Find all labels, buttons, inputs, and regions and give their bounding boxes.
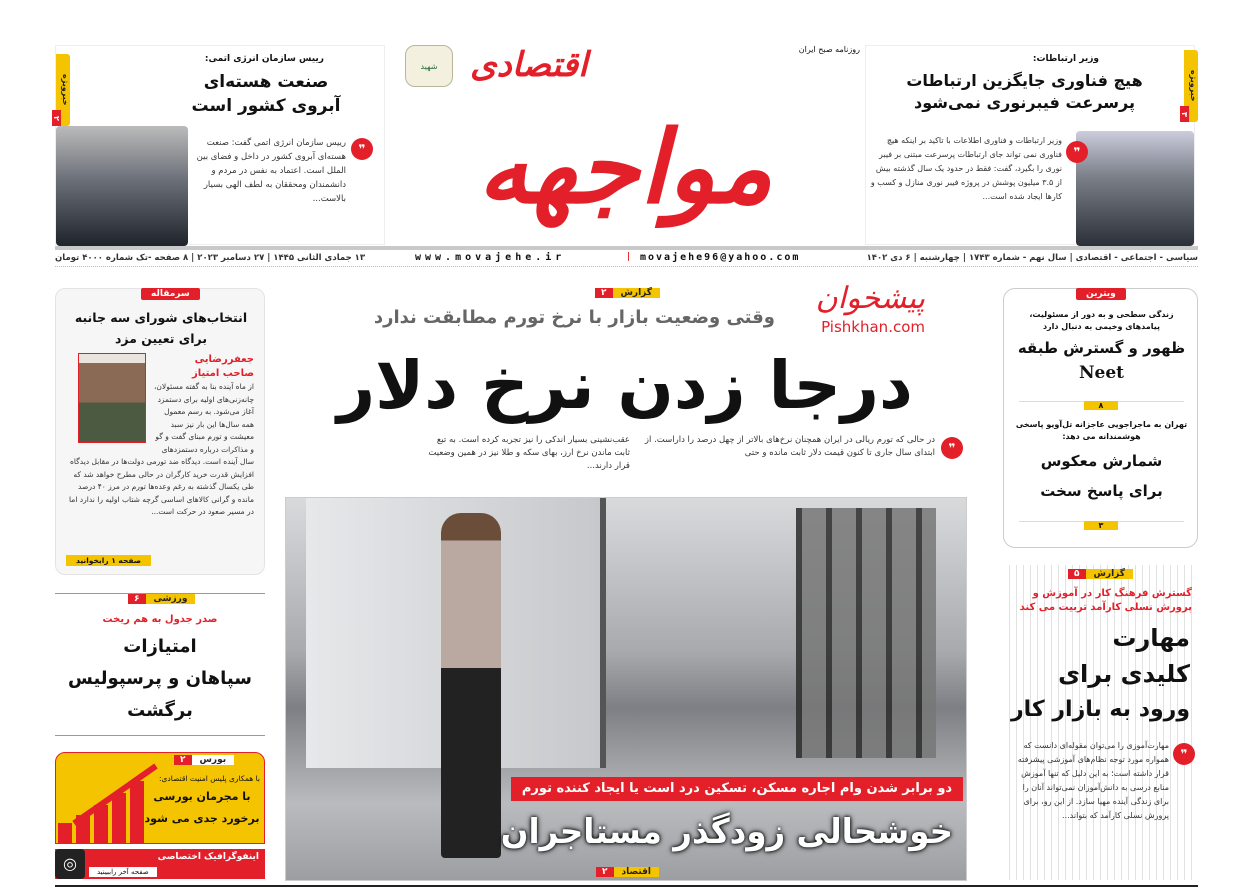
vitrine-kicker-1: زندگی سطحی و به دور از مسئولیت، پیامدهای وخیمی به دنبال دارد [1029, 310, 1174, 331]
photo-headline[interactable]: خوشحالی زودگذر مستاجران [500, 812, 954, 852]
section-tag: ورزشی ۶ [128, 592, 195, 606]
minister-photo [1076, 131, 1194, 246]
report-title-3[interactable]: ورود به بازار کار [1011, 697, 1190, 722]
date-info: ۱۳ جمادی الثانی ۱۴۴۵ | ۲۷ دسامبر ۲۰۲۳ | ۸ صفحه -تک شماره ۴۰۰۰ تومان [55, 253, 366, 263]
top-right-news[interactable] [865, 45, 1198, 245]
author-role: صاحب امتیاز [192, 368, 254, 379]
author-name: جعفررضایی [194, 354, 254, 365]
section-tag: بورس ۲ [174, 753, 234, 767]
infographic-title: اینفوگرافیک اختصاصی [157, 852, 259, 862]
quote-icon: ❞ [1066, 141, 1088, 163]
separator: | [627, 252, 631, 262]
report-kicker: گسترش فرهنگ کار در آموزش و پرورش نسلی کارآمد تربیت می کند [1019, 588, 1192, 613]
issue-info: سیاسی - اجتماعی - اقتصادی | سال نهم - شماره ۱۷۴۳ | چهارشنبه | ۶ دی ۱۴۰۲ [866, 253, 1198, 263]
official-photo [56, 126, 188, 246]
author-photo [78, 353, 146, 443]
seal-logo: شهید [405, 45, 453, 87]
email-link[interactable]: movajehe96@yahoo.com [640, 252, 801, 263]
page-ref-2[interactable]: ۳ [1084, 521, 1118, 530]
tab-page: ۳ [1180, 106, 1189, 122]
bottom-rule [55, 885, 1198, 887]
sports-title-3[interactable]: برگشت [127, 700, 193, 721]
editorial-body: از ماه آینده بنا به گفته مسئولان، چانه‌زنی‌های اولیه برای دستمزد آغاز می‌شود. به رسم معمول همه سال‌ها این بار نیز سبد معیشت و تورم مبنای گفت و گو و مذاکرات درباره دستمزدهای سال آینده است. دیدگاه ضد تورمی دولت‌ها در مقابل دیدگاه افزایش قدرت خرید کارگران در حالی مطرح خواهد شد که طی یکسال گذشته به رغم وعده‌ها تورم در مرز ۴۰ درصد مانده و گرانی کالاهای اساسی گرچه شتاب اولیه را ندارد اما در مسیر صعود در حرکت است... [69, 382, 254, 516]
photo-caption: دو برابر شدن وام اجاره مسکن، تسکین درد است یا ایجاد کننده تورم [511, 777, 963, 801]
kicker: رییس سازمان انرژی اتمی: [204, 54, 324, 64]
article-body: رییس سازمان انرژی اتمی گفت: صنعت هسته‌ای آبروی کشور در داخل و فضای بین الملل است. اعتماد به نفس در مردم و دانشمندان ومحققان به لطف الهی بسیار بالاست... [196, 138, 346, 204]
sports-box[interactable] [55, 593, 265, 736]
logo-subtitle: اقتصادی [470, 45, 588, 85]
page-ref-1[interactable]: ۸ [1084, 401, 1118, 410]
main-story[interactable] [285, 281, 965, 474]
sports-kicker: صدر جدول به هم ریخت [102, 614, 218, 625]
headline-line-2[interactable]: آبروی کشور است [191, 96, 341, 116]
person-figure [441, 513, 501, 858]
report-title-2[interactable]: کلیدی برای [1058, 660, 1190, 688]
section-tab [52, 54, 70, 126]
masthead [395, 35, 860, 245]
sports-title-1[interactable]: امتیازات [123, 636, 197, 657]
editorial-content [68, 353, 254, 519]
watermark-fa: پیشخوان [815, 281, 925, 316]
vitrine-title-2a[interactable]: شمارش معکوس [1040, 452, 1163, 470]
lead-left: عقب‌نشینی بسیار اندکی را نیز تجربه کرده است. به تبع ثابت ماندن نرخ ارز، بهای سکه و طلا نیز در همین وضعیت قرار دارند... [428, 435, 630, 471]
section-tab [1180, 50, 1198, 122]
bourse-title-1[interactable]: با مجرمان بورسی [153, 790, 251, 803]
lead-right: در حالی که تورم ریالی در ایران همچنان نرخ‌های بالاتر از چهل درصد را داراست. از ابتدای سال جاری تا کنون قیمت دلار ثابت مانده و حتی [644, 435, 935, 458]
vitrine-title-2b[interactable]: برای پاسخ سخت [1040, 482, 1163, 500]
vitrine-box[interactable] [1003, 288, 1198, 548]
info-bar-divider [55, 246, 1198, 250]
vitrine-tag: ویترین [1076, 288, 1126, 300]
bourse-box[interactable] [55, 752, 265, 844]
article-body: وزیر ارتباطات و فناوری اطلاعات با تاکید بر اینکه هیچ فناوری نمی تواند جای ارتباطات پرسرعت مبتنی بر فیبر نوری را بگیرد، گفت: فقط در حدود یک سال گذشته بیش از ۳.۵ میلیون پوشش در پروژه فیبر نوری منازل و کسب و کارها ایجاد شده است... [870, 136, 1062, 201]
quote-icon: ❞ [941, 437, 963, 459]
subtitle: وقتی وضعیت بازار با نرخ تورم مطابقت ندارد [373, 307, 775, 328]
section-tag: اقتصاد ۲ [596, 865, 659, 879]
tab-label: خبرویژه [1189, 70, 1198, 102]
info-bar [55, 251, 1198, 267]
editorial-box[interactable] [55, 288, 265, 575]
tab-label: خبرویژه [61, 74, 70, 106]
vitrine-title-1b[interactable]: Neet [1078, 363, 1125, 383]
read-more-button[interactable]: صفحه ۱ رابخوانید [66, 555, 151, 566]
editorial-tag: سرمقاله [141, 288, 200, 300]
section-tag: گزارش ۵ [1068, 567, 1133, 581]
editorial-title[interactable]: انتخاب‌های شورای سه جانبه برای تعیین مزد [74, 310, 248, 346]
tagline: روزنامه صبح ایران [798, 45, 860, 54]
watermark-en: Pishkhan.com [821, 318, 925, 336]
main-headline[interactable]: درجا زدن نرخ دلار [337, 347, 913, 424]
watermark [816, 280, 925, 336]
quote-icon: ❞ [351, 138, 373, 160]
headline-line-1[interactable]: صنعت هسته‌ای [203, 72, 329, 92]
report-title-1[interactable]: مهارت [1112, 624, 1190, 652]
infographic-banner[interactable] [55, 849, 265, 879]
top-left-news[interactable] [52, 45, 385, 245]
section-tag: گزارش ۲ [595, 286, 660, 300]
chart-graphic [56, 778, 146, 843]
bourse-kicker: با همکاری پلیس امنیت اقتصادی: [159, 774, 260, 783]
vitrine-title-1a[interactable]: ظهور و گسترش طبقه [1017, 339, 1186, 357]
website-link[interactable]: www.movajehe.ir [415, 252, 566, 263]
door [796, 508, 936, 758]
photo-story[interactable] [285, 497, 967, 881]
kicker: وزیر ارتباطات: [1032, 54, 1099, 64]
report-body: مهارت‌آموزی را می‌توان مقوله‌ای دانست که همواره مورد توجه نظام‌های آموزشی پیشرفته قرار داشته است؛ به این دلیل که تنها آموزش منابع درسی به دانش‌آموزان نمی‌تواند آنان را برای زندگی آینده مهیا سازد. از این رو، برای پرورش نسلی کارآمد که بتواند... [1017, 741, 1169, 820]
report-box[interactable] [1003, 565, 1198, 880]
quote-icon: ❞ [1173, 743, 1195, 765]
sports-title-2[interactable]: سپاهان و پرسپولیس [68, 668, 252, 689]
tab-page: ۲ [52, 110, 61, 126]
bourse-title-2[interactable]: برخورد جدی می شود [144, 812, 260, 825]
infographic-more[interactable]: صفحه آخر راببینید [89, 867, 157, 877]
headline[interactable]: هیچ فناوری جایگزین ارتباطات پرسرعت فیبرنوری نمی‌شود [906, 71, 1143, 112]
vitrine-kicker-2: تهران به ماجراجویی عاجزانه تل‌آویو پاسخی هوشمندانه می دهد: [1015, 420, 1188, 441]
logo: مواجهه [477, 108, 773, 226]
infographic-icon: ◎ [55, 849, 85, 879]
